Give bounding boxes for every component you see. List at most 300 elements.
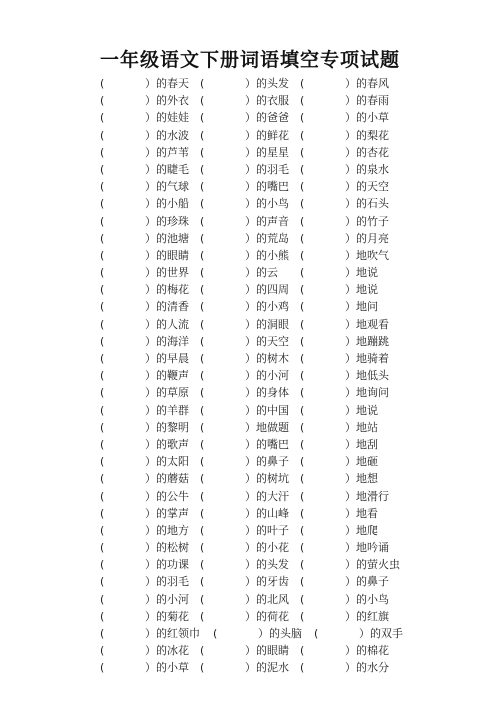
blank-phrase: ）地询问 (345, 386, 389, 400)
blank-phrase: ）的竹子 (345, 214, 389, 228)
blank-open-paren[interactable]: ( (300, 609, 305, 623)
blank-phrase: ）的小河 (145, 592, 189, 606)
blank-open-paren[interactable]: ( (200, 592, 205, 606)
worksheet-row (0, 161, 500, 178)
blank-item (100, 161, 189, 178)
blank-open-paren[interactable]: ( (300, 197, 305, 211)
blank-phrase: ）的菊花 (145, 609, 189, 623)
blank-phrase: ）的棉花 (345, 644, 389, 658)
blank-phrase: ）的鼻子 (345, 575, 389, 589)
blank-item (300, 505, 378, 522)
blank-open-paren[interactable]: ( (200, 369, 205, 383)
blank-item (100, 402, 189, 419)
blank-phrase: ）的杏花 (345, 145, 389, 159)
blank-phrase: ）的嘴巴 (245, 180, 289, 194)
blank-phrase: ）的小鸡 (245, 300, 289, 314)
blank-item (300, 573, 389, 590)
blank-item (200, 144, 289, 161)
blank-item (300, 92, 389, 109)
page-title: 一年级语文下册词语填空专项试题 (99, 49, 400, 71)
blank-item (100, 488, 189, 505)
worksheet-row (0, 436, 500, 453)
blank-phrase: ）的芦苇 (145, 145, 189, 159)
blank-item (300, 230, 389, 247)
blank-phrase: ）的鲜花 (245, 128, 289, 142)
blank-phrase: ）的山峰 (245, 506, 289, 520)
blank-phrase: ）的羽毛 (245, 162, 289, 176)
blank-open-paren[interactable]: ( (100, 128, 105, 142)
blank-item (100, 75, 189, 92)
blank-item (100, 213, 189, 230)
blank-item (100, 591, 189, 608)
worksheet-row (0, 281, 500, 298)
blank-phrase: ）的身体 (245, 386, 289, 400)
blank-open-paren[interactable]: ( (300, 94, 305, 108)
worksheet-row (0, 367, 500, 384)
blank-phrase: ）的小鸟 (345, 592, 389, 606)
blank-open-paren[interactable]: ( (200, 661, 205, 675)
worksheet-row (0, 488, 500, 505)
blank-open-paren[interactable]: ( (300, 472, 305, 486)
blank-item (100, 178, 189, 195)
worksheet-row (0, 264, 500, 281)
blank-item (100, 419, 189, 436)
worksheet-row (0, 127, 500, 144)
blank-item (200, 522, 289, 539)
blank-item (300, 75, 389, 92)
blank-open-paren[interactable]: ( (300, 214, 305, 228)
blank-phrase: ）的衣服 (245, 94, 289, 108)
blank-phrase: ）的梅花 (145, 283, 189, 297)
blank-open-paren[interactable]: ( (100, 386, 105, 400)
blank-open-paren[interactable]: ( (200, 523, 205, 537)
blank-open-paren[interactable]: ( (200, 437, 205, 451)
worksheet-row (0, 350, 500, 367)
worksheet-row (0, 247, 500, 264)
blank-phrase: ）的水波 (145, 128, 189, 142)
blank-phrase: ）的云 (245, 266, 278, 280)
blank-phrase: ）的月亮 (345, 231, 389, 245)
blank-item (100, 350, 189, 367)
blank-item (300, 144, 389, 161)
blank-item (300, 333, 389, 350)
worksheet-row (0, 384, 500, 401)
blank-phrase: ）的小鸟 (245, 197, 289, 211)
blank-open-paren[interactable]: ( (200, 403, 205, 417)
blank-open-paren[interactable]: ( (100, 592, 105, 606)
blank-item (100, 573, 189, 590)
blank-phrase: ）地蹦跳 (345, 334, 389, 348)
blank-open-paren[interactable]: ( (100, 77, 105, 90)
blank-open-paren[interactable]: ( (100, 94, 105, 108)
blank-phrase: ）的头发 (245, 77, 289, 90)
blank-open-paren[interactable]: ( (100, 145, 105, 159)
worksheet-row (0, 75, 500, 92)
blank-open-paren[interactable]: ( (200, 541, 205, 555)
worksheet-row (0, 470, 500, 487)
blank-open-paren[interactable]: ( (100, 300, 105, 314)
blank-item (200, 573, 289, 590)
blank-phrase: ）的泉水 (345, 162, 389, 176)
blank-open-paren[interactable]: ( (213, 627, 218, 640)
worksheet-row (0, 298, 500, 315)
blank-open-paren[interactable]: ( (300, 661, 305, 675)
blank-item (200, 213, 289, 230)
blank-open-paren[interactable]: ( (200, 420, 205, 434)
blank-open-paren[interactable]: ( (300, 352, 305, 365)
blank-open-paren[interactable]: ( (100, 197, 105, 211)
blank-phrase: ）的树木 (245, 352, 289, 365)
blank-open-paren[interactable]: ( (100, 283, 105, 297)
blank-phrase: ）的萤火虫 (345, 558, 400, 572)
blank-item (300, 281, 378, 298)
blank-open-paren[interactable]: ( (200, 506, 205, 520)
blank-phrase: ）的松树 (145, 541, 189, 555)
blank-item (300, 591, 389, 608)
blank-item (300, 316, 389, 333)
blank-phrase: ）的石头 (345, 197, 389, 211)
blank-item (300, 350, 389, 367)
blank-item (314, 625, 403, 642)
blank-open-paren[interactable]: ( (200, 128, 205, 142)
worksheet-row (0, 556, 500, 573)
worksheet-row (0, 109, 500, 126)
blank-phrase: ）的叶子 (245, 523, 289, 537)
blank-open-paren[interactable]: ( (300, 283, 305, 297)
blank-open-paren[interactable]: ( (100, 472, 105, 486)
blank-phrase: ）地低头 (345, 369, 389, 383)
blank-item (100, 316, 189, 333)
blank-open-paren[interactable]: ( (200, 214, 205, 228)
worksheet-row (0, 213, 500, 230)
blank-open-paren[interactable]: ( (100, 437, 105, 451)
blank-item (200, 333, 289, 350)
blank-open-paren[interactable]: ( (100, 248, 105, 262)
blank-open-paren[interactable]: ( (200, 145, 205, 159)
blank-open-paren[interactable]: ( (200, 77, 205, 90)
blank-open-paren[interactable]: ( (300, 575, 305, 589)
blank-item (300, 195, 389, 212)
blank-open-paren[interactable]: ( (100, 627, 105, 640)
blank-item (200, 419, 289, 436)
blank-phrase: ）的池塘 (145, 231, 189, 245)
blank-open-paren[interactable]: ( (300, 386, 305, 400)
blank-phrase: ）的梨花 (345, 128, 389, 142)
blank-item (300, 161, 389, 178)
blank-phrase: ）的洞眼 (245, 317, 289, 331)
blank-item (200, 642, 289, 659)
blank-phrase: ）的头脑 (258, 627, 302, 640)
blank-item (200, 298, 289, 315)
blank-open-paren[interactable]: ( (100, 575, 105, 589)
blank-phrase: ）的地方 (145, 523, 189, 537)
blank-open-paren[interactable]: ( (200, 352, 205, 365)
blank-open-paren[interactable]: ( (300, 592, 305, 606)
blank-open-paren[interactable]: ( (300, 489, 305, 503)
blank-open-paren[interactable]: ( (100, 558, 105, 572)
worksheet-row (0, 178, 500, 195)
blank-item (300, 213, 389, 230)
blank-phrase: ）地滑行 (345, 489, 389, 503)
worksheet-row (0, 505, 500, 522)
blank-phrase: ）的泥水 (245, 661, 289, 675)
blank-phrase: ）的掌声 (145, 506, 189, 520)
blank-item (100, 522, 189, 539)
blank-open-paren[interactable]: ( (300, 300, 305, 314)
blank-open-paren[interactable]: ( (300, 317, 305, 331)
blank-open-paren[interactable]: ( (100, 609, 105, 623)
worksheet-row (0, 316, 500, 333)
blank-item (100, 109, 189, 126)
blank-item (200, 608, 289, 625)
blank-open-paren[interactable]: ( (200, 111, 205, 125)
blank-item (300, 367, 389, 384)
blank-open-paren[interactable]: ( (200, 489, 205, 503)
blank-open-paren[interactable]: ( (300, 523, 305, 537)
blank-item (200, 505, 289, 522)
blank-phrase: ）的四周 (245, 283, 289, 297)
blank-phrase: ）的睫毛 (145, 162, 189, 176)
blank-item (300, 127, 389, 144)
blank-item (100, 230, 189, 247)
blank-item (300, 419, 378, 436)
blank-item (100, 92, 189, 109)
blank-open-paren[interactable]: ( (100, 231, 105, 245)
blank-open-paren[interactable]: ( (300, 455, 305, 469)
blank-phrase: ）的羽毛 (145, 575, 189, 589)
blank-open-paren[interactable]: ( (200, 455, 205, 469)
worksheet-row (0, 659, 500, 676)
blank-phrase: ）地做题 (245, 420, 289, 434)
blank-phrase: ）的双手 (359, 627, 403, 640)
blank-item (200, 161, 289, 178)
blank-item (100, 367, 189, 384)
blank-item (200, 453, 289, 470)
worksheet-row (0, 539, 500, 556)
worksheet-row (0, 92, 500, 109)
blank-item (100, 539, 189, 556)
blank-phrase: ）的草原 (145, 386, 189, 400)
blank-phrase: ）的红旗 (345, 609, 389, 623)
blank-item (200, 556, 289, 573)
blank-item (200, 92, 289, 109)
blank-phrase: ）地说 (345, 283, 378, 297)
blank-open-paren[interactable]: ( (200, 197, 205, 211)
blank-open-paren[interactable]: ( (200, 180, 205, 194)
worksheet-row (0, 453, 500, 470)
blank-item (200, 470, 289, 487)
blank-item (100, 470, 189, 487)
blank-phrase: ）的冰花 (145, 644, 189, 658)
blank-item (300, 659, 389, 676)
blank-phrase: ）的小熊 (245, 248, 289, 262)
blank-phrase: ）的羊群 (145, 403, 189, 417)
blank-item (100, 298, 189, 315)
blank-open-paren[interactable]: ( (100, 661, 105, 675)
blank-item (300, 436, 378, 453)
blank-open-paren[interactable]: ( (300, 111, 305, 125)
blank-open-paren[interactable]: ( (200, 300, 205, 314)
blank-open-paren[interactable]: ( (200, 162, 205, 176)
blank-open-paren[interactable]: ( (100, 266, 105, 280)
blank-item (300, 453, 378, 470)
blank-phrase: ）的声音 (245, 214, 289, 228)
blank-open-paren[interactable]: ( (300, 248, 305, 262)
blank-open-paren[interactable]: ( (300, 558, 305, 572)
blank-open-paren[interactable]: ( (100, 111, 105, 125)
blank-item (300, 539, 389, 556)
blank-open-paren[interactable]: ( (300, 77, 305, 90)
blank-open-paren[interactable]: ( (100, 403, 105, 417)
blank-item (213, 625, 302, 642)
fill-in-blank-sheet (0, 75, 500, 677)
blank-item (300, 522, 378, 539)
blank-open-paren[interactable]: ( (200, 575, 205, 589)
blank-open-paren[interactable]: ( (100, 369, 105, 383)
blank-open-paren[interactable]: ( (300, 541, 305, 555)
blank-phrase: ）地爬 (345, 523, 378, 537)
blank-phrase: ）地吟诵 (345, 541, 389, 555)
blank-phrase: ）地骑着 (345, 352, 389, 365)
blank-phrase: ）的清香 (145, 300, 189, 314)
blank-open-paren[interactable]: ( (300, 231, 305, 245)
blank-open-paren[interactable]: ( (100, 541, 105, 555)
blank-open-paren[interactable]: ( (200, 558, 205, 572)
worksheet-row (0, 333, 500, 350)
blank-open-paren[interactable]: ( (100, 214, 105, 228)
blank-phrase: ）的太阳 (145, 455, 189, 469)
blank-phrase: ）的荒岛 (245, 231, 289, 245)
blank-item (100, 195, 189, 212)
blank-open-paren[interactable]: ( (300, 128, 305, 142)
blank-open-paren[interactable]: ( (314, 627, 319, 640)
worksheet-row (0, 591, 500, 608)
blank-open-paren[interactable]: ( (300, 506, 305, 520)
blank-open-paren[interactable]: ( (300, 420, 305, 434)
blank-phrase: ）的天空 (245, 334, 289, 348)
blank-open-paren[interactable]: ( (200, 266, 205, 280)
blank-item (100, 436, 189, 453)
blank-phrase: ）的眼睛 (145, 248, 189, 262)
blank-open-paren[interactable]: ( (200, 248, 205, 262)
blank-open-paren[interactable]: ( (300, 403, 305, 417)
blank-phrase: ）地观看 (345, 317, 389, 331)
blank-open-paren[interactable]: ( (100, 644, 105, 658)
worksheet-row (0, 573, 500, 590)
blank-open-paren[interactable]: ( (100, 334, 105, 348)
blank-open-paren[interactable]: ( (200, 644, 205, 658)
blank-open-paren[interactable]: ( (100, 506, 105, 520)
blank-open-paren[interactable]: ( (300, 266, 305, 280)
blank-item (100, 281, 189, 298)
blank-phrase: ）地说 (345, 266, 378, 280)
blank-open-paren[interactable]: ( (200, 94, 205, 108)
blank-phrase: ）的世界 (145, 266, 189, 280)
blank-item (100, 384, 189, 401)
blank-item (100, 264, 189, 281)
blank-phrase: ）地吹气 (345, 248, 389, 262)
blank-phrase: ）的嘴巴 (245, 437, 289, 451)
blank-phrase: ）地刮 (345, 437, 378, 451)
blank-item (100, 505, 189, 522)
blank-open-paren[interactable]: ( (300, 145, 305, 159)
blank-open-paren[interactable]: ( (100, 489, 105, 503)
blank-phrase: ）的珍珠 (145, 214, 189, 228)
blank-open-paren[interactable]: ( (200, 283, 205, 297)
blank-open-paren[interactable]: ( (300, 162, 305, 176)
blank-item (200, 75, 289, 92)
blank-item (200, 264, 278, 281)
blank-open-paren[interactable]: ( (100, 317, 105, 331)
blank-item (300, 608, 389, 625)
blank-item (200, 281, 289, 298)
worksheet-row (0, 419, 500, 436)
blank-open-paren[interactable]: ( (100, 180, 105, 194)
blank-open-paren[interactable]: ( (100, 420, 105, 434)
blank-open-paren[interactable]: ( (200, 609, 205, 623)
blank-item (200, 367, 289, 384)
blank-item (200, 488, 289, 505)
blank-item (300, 384, 389, 401)
blank-item (200, 384, 289, 401)
blank-phrase: ）的气球 (145, 180, 189, 194)
blank-item (100, 453, 189, 470)
blank-item (300, 264, 378, 281)
worksheet-row (0, 144, 500, 161)
blank-phrase: ）地看 (345, 506, 378, 520)
blank-phrase: ）的眼睛 (245, 644, 289, 658)
blank-open-paren[interactable]: ( (300, 437, 305, 451)
blank-item (200, 127, 289, 144)
blank-phrase: ）地问 (345, 300, 378, 314)
blank-phrase: ）的功课 (145, 558, 189, 572)
blank-item (100, 144, 189, 161)
blank-open-paren[interactable]: ( (200, 334, 205, 348)
blank-open-paren[interactable]: ( (100, 523, 105, 537)
blank-open-paren[interactable]: ( (100, 455, 105, 469)
blank-open-paren[interactable]: ( (100, 162, 105, 176)
blank-item (100, 625, 200, 642)
blank-phrase: ）的春风 (345, 77, 389, 90)
blank-open-paren[interactable]: ( (100, 352, 105, 365)
blank-item (300, 556, 400, 573)
blank-phrase: ）的天空 (345, 180, 389, 194)
blank-open-paren[interactable]: ( (300, 334, 305, 348)
blank-open-paren[interactable]: ( (200, 472, 205, 486)
blank-open-paren[interactable]: ( (300, 369, 305, 383)
blank-phrase: ）的海洋 (145, 334, 189, 348)
blank-phrase: ）的北风 (245, 592, 289, 606)
blank-open-paren[interactable]: ( (300, 644, 305, 658)
blank-open-paren[interactable]: ( (200, 317, 205, 331)
blank-open-paren[interactable]: ( (200, 231, 205, 245)
blank-phrase: ）的水分 (345, 661, 389, 675)
blank-open-paren[interactable]: ( (200, 386, 205, 400)
blank-phrase: ）的树坑 (245, 472, 289, 486)
blank-phrase: ）的鞭声 (145, 369, 189, 383)
blank-phrase: ）的红领巾 (145, 627, 200, 640)
worksheet-row (0, 195, 500, 212)
blank-phrase: ）的星星 (245, 145, 289, 159)
blank-open-paren[interactable]: ( (300, 180, 305, 194)
blank-item (100, 659, 189, 676)
blank-item (100, 642, 189, 659)
blank-phrase: ）地站 (345, 420, 378, 434)
blank-item (100, 608, 189, 625)
blank-item (200, 230, 289, 247)
worksheet-row (0, 230, 500, 247)
blank-item (300, 298, 378, 315)
